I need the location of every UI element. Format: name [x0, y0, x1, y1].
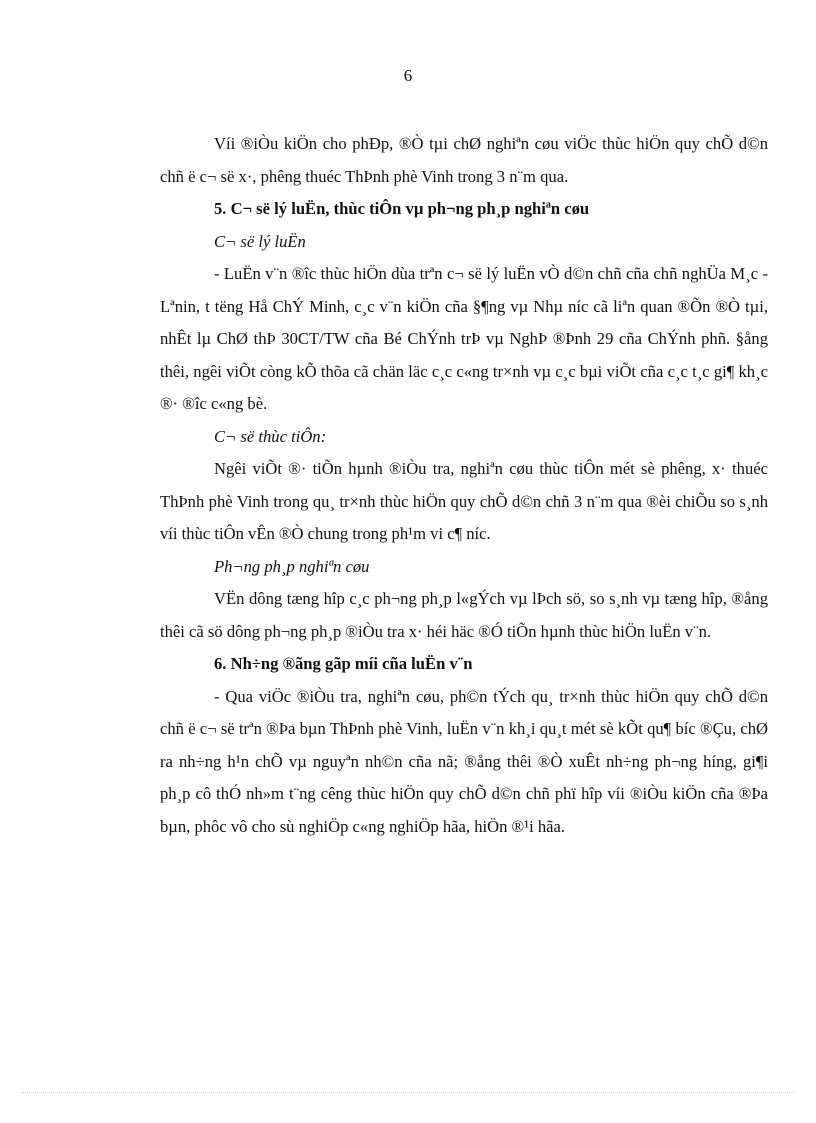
paragraph-practical-basis: Ngêi viÕt ®· tiÕn hµnh ®iÒu tra, nghiªn cøu thùc tiÔn mét sè phêng, x· thuéc ThÞnh phè Vinh trong qu¸ tr×nh thùc hiÖn quy chÕ d©n chñ 3 n¨m qua ®èi chiÕu so s¸nh víi thùc tiÔn vÊn ®Ò chung trong ph¹m vi c¶ níc. — [160, 459, 768, 543]
section-heading-5: 5. C¬ së lý luËn, thùc tiÔn vµ ph¬ng ph¸p nghiªn cøu — [214, 199, 590, 218]
paragraph-research-methods: VËn dông tæng hîp c¸c ph¬ng ph¸p l«gÝch vµ lÞch sö, so s¸nh vµ tæng hîp, ®ång thêi cã sö dông ph¬ng ph¸p ®iÒu tra x· héi häc ®Ó tiÕn hµnh thùc hiÖn luËn v¨n. — [160, 589, 768, 641]
subheading-research-methods: Ph¬ng ph¸p nghiªn cøu — [214, 556, 370, 576]
page-bottom-divider — [22, 1092, 794, 1093]
subheading-theoretical-basis: C¬ së lý luËn — [214, 231, 306, 251]
subheading-practical-basis: C¬ së thùc tiÔn: — [214, 426, 327, 446]
document-body — [160, 128, 768, 843]
paragraph-new-contributions: - Qua viÖc ®iÒu tra, nghiªn cøu, ph©n tÝch qu¸ tr×nh thùc hiÖn quy chÕ d©n chñ ë c¬ së trªn ®Þa bµn ThÞnh phè Vinh, luËn v¨n kh¸i qu¸t mét sè kÕt qu¶ bíc ®Çu, chØ ra nh÷ng h¹n chÕ vµ nguyªn nh©n cña nã; ®ång thêi ®Ò xuÊt nh÷ng ph¬ng híng, gi¶i ph¸p cô thÓ nh»m t¨ng cêng thùc hiÖn quy chÕ d©n chñ phï hîp víi ®iÒu kiÖn cña ®Þa bµn, phôc vô cho sù nghiÖp c«ng nghiÖp hãa, hiÖn ®¹i hãa. — [160, 686, 768, 836]
paragraph-theoretical-basis: - LuËn v¨n ®îc thùc hiÖn dùa trªn c¬ së lý luËn vÒ d©n chñ cña chñ nghÜa M¸c - Lªnin, t tëng Hå ChÝ Minh, c¸c v¨n kiÖn cña §¶ng vµ Nhµ níc cã liªn quan ®Õn ®Ò tµi, nhÊt lµ ChØ thÞ 30CT/TW cña Bé ChÝnh trÞ vµ NghÞ ®Þnh 29 cña ChÝnh phñ. §ång thêi, ngêi viÕt còng kÕ thõa cã chän läc c¸c c«ng tr×nh vµ c¸c bµi viÕt cña c¸c t¸c gi¶ kh¸c ®· ®îc c«ng bè. — [160, 264, 768, 413]
paragraph-scope: Víi ®iÒu kiÖn cho phÐp, ®Ò tµi chØ nghiªn cøu viÖc thùc hiÖn quy chÕ d©n chñ ë c¬ së x·, phêng thuéc ThÞnh phè Vinh trong 3 n¨m qua. — [160, 134, 768, 186]
page-number: 6 — [403, 66, 413, 85]
section-heading-6: 6. Nh÷ng ®ãng gãp míi cña luËn v¨n — [214, 654, 473, 673]
